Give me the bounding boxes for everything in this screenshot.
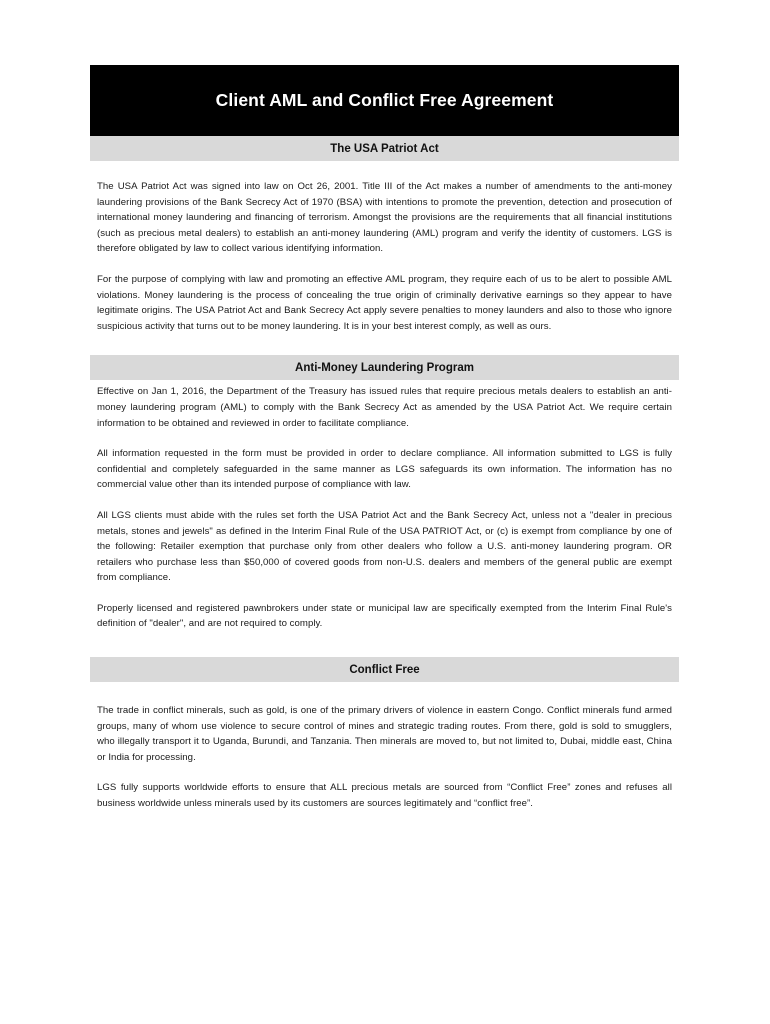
title-banner: [90, 65, 679, 136]
section-body-usa-patriot-act: [90, 161, 679, 334]
section-header-conflict-free: [90, 657, 679, 682]
paragraph: Properly licensed and registered pawnbrokers under state or municipal law are specifically exempted from the Interim Final Rule's definition of "dealer", and are not required to comply.: [97, 602, 672, 630]
section-header-usa-patriot-act: [90, 136, 679, 161]
section-body-aml-program: [90, 380, 679, 632]
paragraph: The USA Patriot Act was signed into law on Oct 26, 2001. Title III of the Act makes a number of amendments to the anti-money laundering provisions of the Bank Secrecy Act of 1970 (BSA) with intentions to promote the prevention, detection and prosecution of international money laundering and financing of terrorism. Amongst the provisions are the requirements that all financial institutions (such as precious metal dealers) to establish an anti-money laundering (AML) program and verify the identity of customers. LGS is therefore obligated by law to collect various identifying information.: [97, 181, 672, 255]
paragraph: Effective on Jan 1, 2016, the Department of the Treasury has issued rules that require precious metals dealers to establish an anti-money laundering program (AML) to comply with the Bank Secrecy Act as amended by the USA Patriot Act. We require certain information to be obtained and reviewed in order to facilitate compliance.: [97, 386, 672, 429]
paragraph: For the purpose of complying with law and promoting an effective AML program, they require each of us to be alert to possible AML violations. Money laundering is the process of concealing the true origin of criminally derivative earnings so they appear to have legitimate origins. The USA Patriot Act and Bank Secrecy Act apply severe penalties to money launders and also to those who ignore suspicious activity that turns out to be money laundering. It is in your best interest comply, as well as ours.: [97, 273, 672, 332]
document-page: [90, 65, 679, 812]
section-heading: Conflict Free: [349, 663, 420, 676]
paragraph: The trade in conflict minerals, such as gold, is one of the primary drivers of violence in eastern Congo. Conflict minerals fund armed groups, many of whom use violence to secure control of mines and strategic trading routes. From there, gold is sold to smugglers, who illegally transport it to Uganda, Burundi, and Tanzania. Then minerals are moved to, but not limited to, Dubai, middle east, China or India for processing.: [97, 705, 672, 763]
section-body-conflict-free: [90, 682, 679, 812]
paragraph: LGS fully supports worldwide efforts to ensure that ALL precious metals are sourced from “Conflict Free” zones and refuses all business worldwide unless minerals used by its customers are sources legitimately and “conflict free”.: [97, 782, 672, 810]
paragraph: All LGS clients must abide with the rules set forth the USA Patriot Act and the Bank Secrecy Act, unless not a "dealer in precious metals, stones and jewels" as defined in the Interim Final Rule of the USA PATRIOT Act, or (c) is exempt from compliance by one of the following: Retailer exemption that purchase only from other dealers who follow a U.S. anti-money laundering program. OR retailers who purchase less than $50,000 of covered goods from non-U.S. dealers and members of the general public are exempt from compliance.: [97, 509, 672, 584]
section-heading: The USA Patriot Act: [330, 142, 439, 155]
spacer: [90, 632, 679, 657]
paragraph: All information requested in the form must be provided in order to declare compliance. All information submitted to LGS is fully confidential and completely safeguarded in the same manner as LGS safeguards its own information. The information has no commercial value other than its intended purpose of compliance with law.: [97, 448, 672, 491]
section-heading: Anti-Money Laundering Program: [295, 361, 474, 374]
section-header-aml-program: [90, 355, 679, 380]
spacer: [90, 334, 679, 355]
document-title: Client AML and Conflict Free Agreement: [215, 90, 554, 110]
